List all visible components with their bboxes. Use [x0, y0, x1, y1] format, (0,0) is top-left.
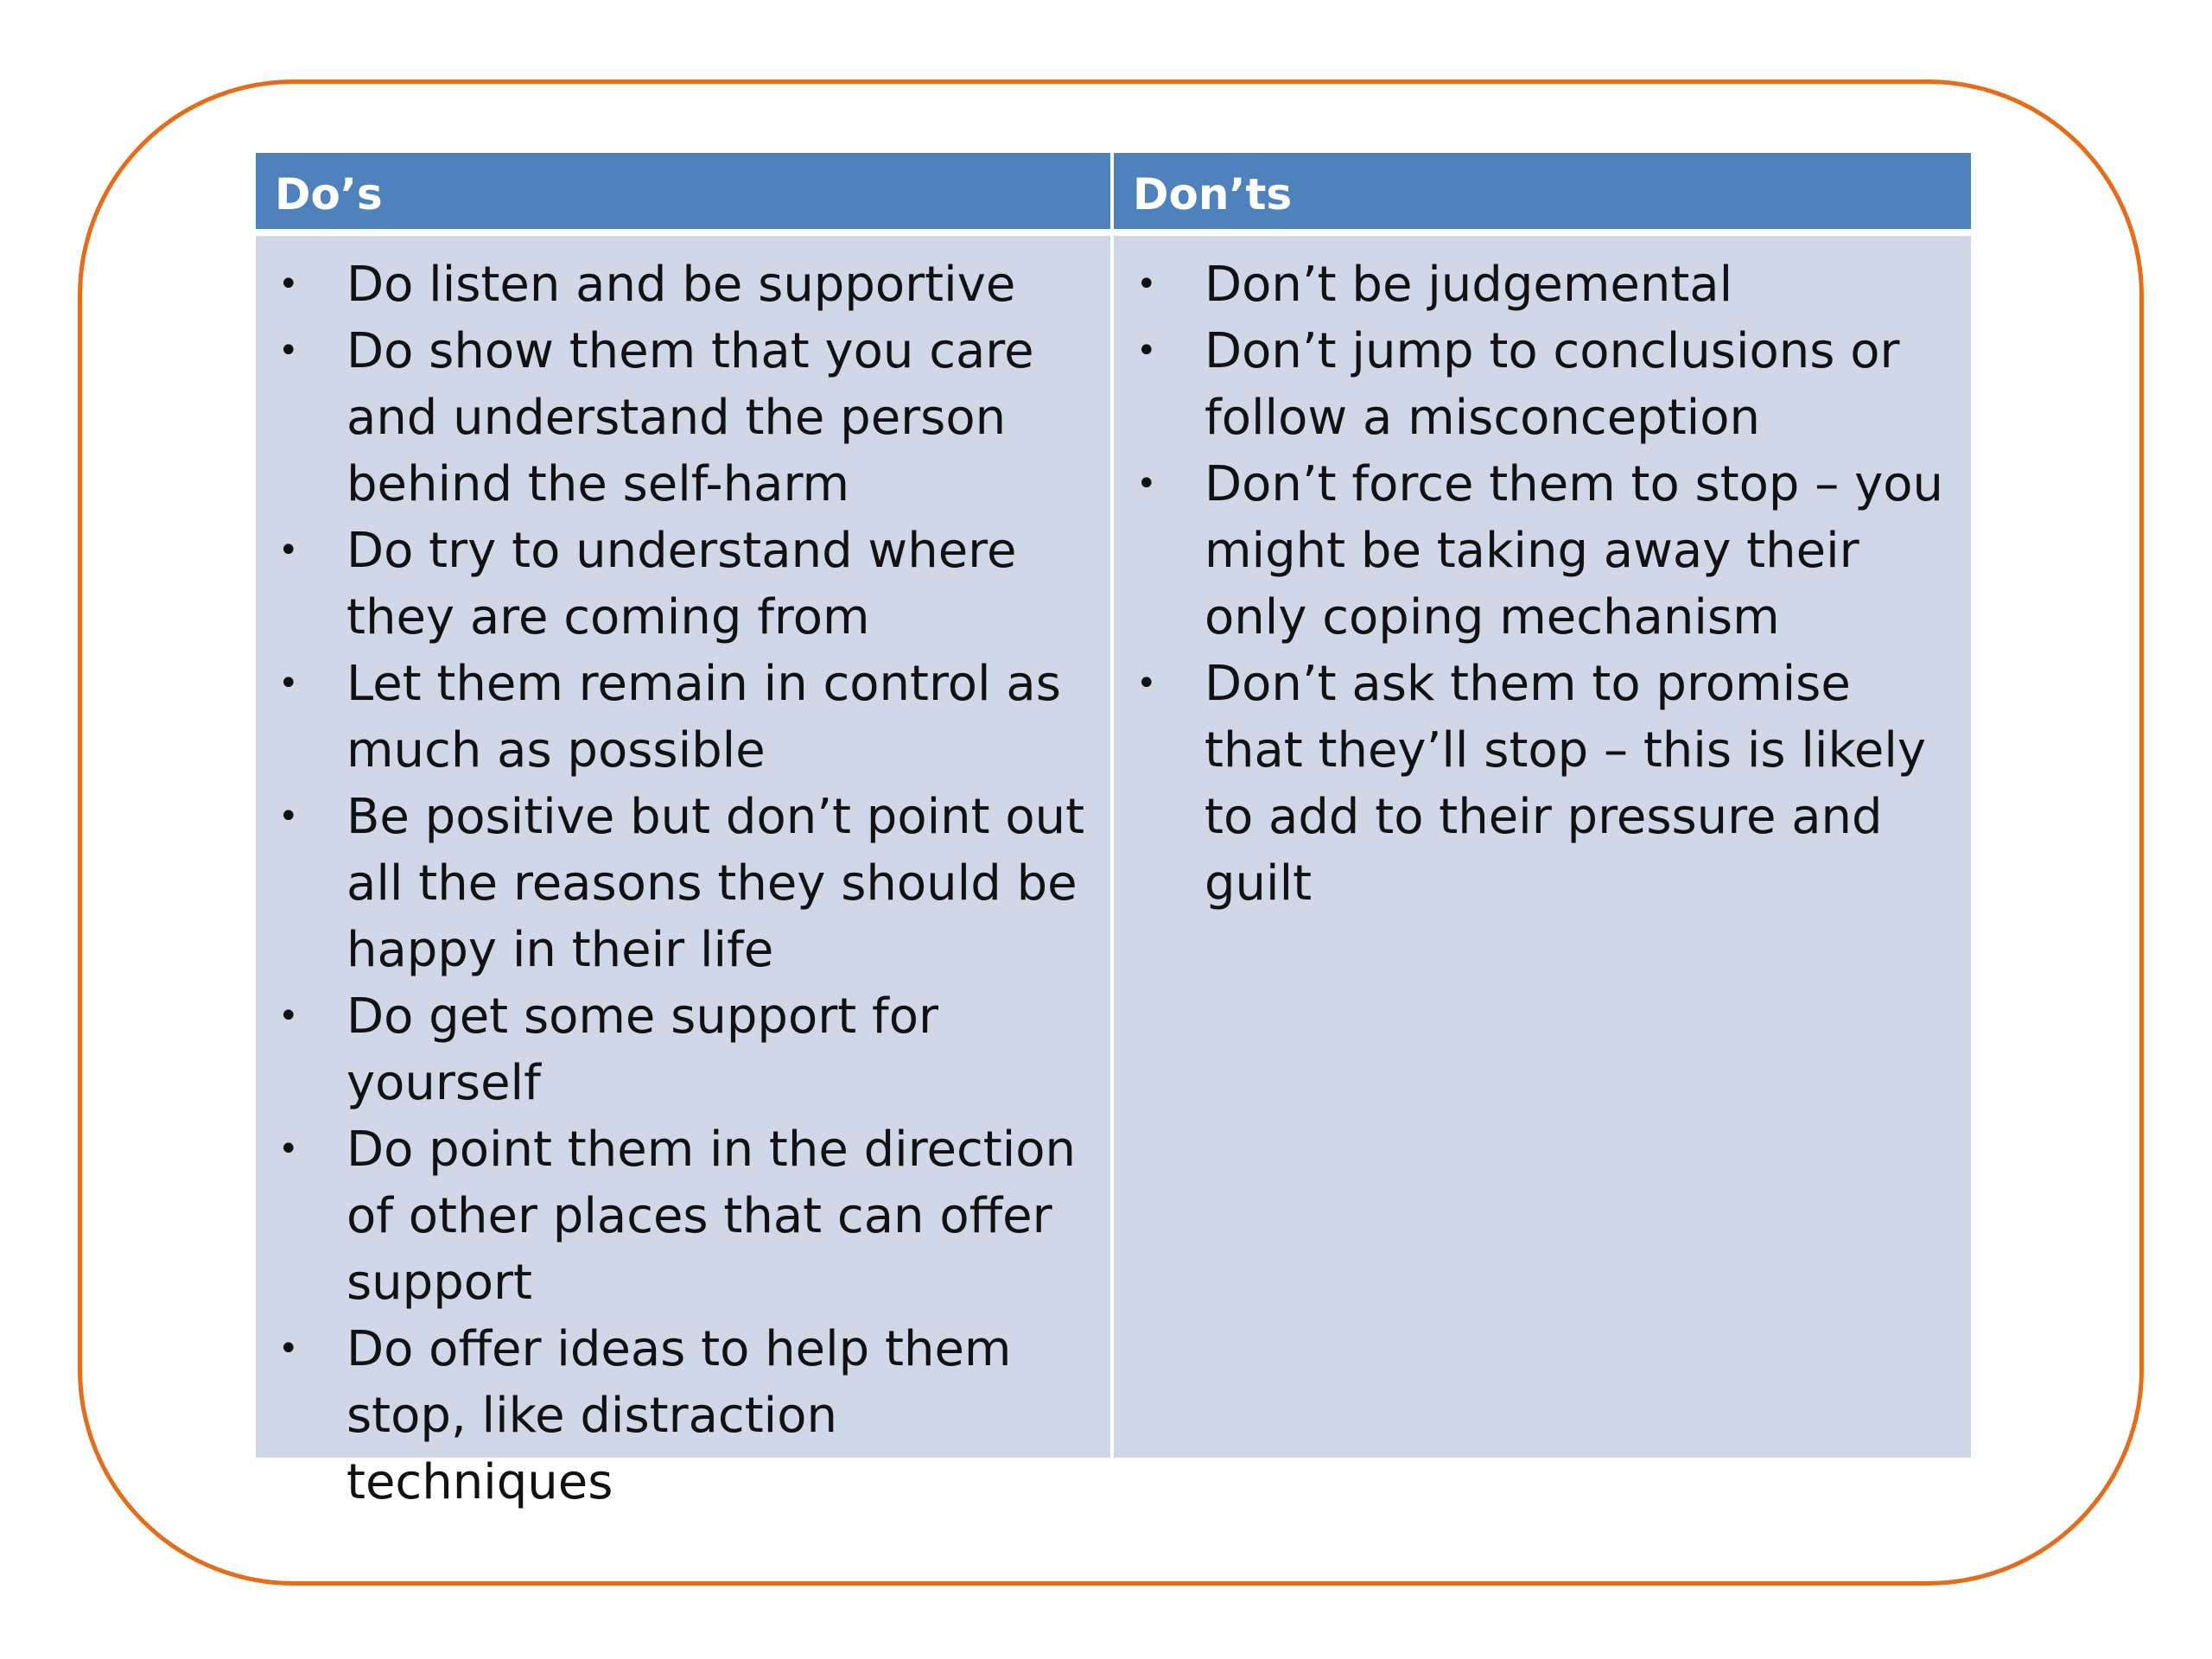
bullet-icon: •: [278, 664, 299, 703]
list-item: [256, 651, 1110, 784]
bullet-icon: •: [278, 1129, 299, 1169]
list-item: [1114, 451, 1971, 651]
donts-list: [1114, 251, 1971, 917]
dos-item-text: Let them remain in control as much as possible: [346, 656, 1061, 779]
dos-item-text: Do point them in the direction of other places that can offer support: [346, 1122, 1077, 1311]
list-item: [1114, 251, 1971, 318]
dos-header: Do’s: [256, 153, 1114, 236]
list-item: [256, 983, 1110, 1116]
dos-item-text: Do show them that you care and understand the person behind the self-harm: [346, 323, 1034, 512]
list-item: [256, 1316, 1110, 1516]
bullet-icon: •: [278, 1329, 299, 1369]
bullet-icon: •: [278, 996, 299, 1036]
dos-item-text: Do listen and be supportive: [346, 257, 1016, 313]
bullet-icon: •: [278, 264, 299, 304]
donts-item-text: Don’t ask them to promise that they’ll stop – this is likely to add to their pressure and guilt: [1205, 656, 1927, 912]
list-item: [1114, 318, 1971, 451]
dos-column: [256, 236, 1114, 1510]
bullet-icon: •: [1136, 464, 1157, 504]
donts-column: [1114, 236, 1971, 1458]
bullet-icon: •: [278, 331, 299, 371]
list-item: [256, 784, 1110, 983]
list-item: [256, 251, 1110, 318]
dos-list: [256, 251, 1110, 1516]
dos-item-text: Be positive but don’t point out all the reasons they should be happy in their life: [346, 789, 1085, 978]
list-item: [256, 1116, 1110, 1316]
donts-item-text: Don’t force them to stop – you might be taking away their only coping mechanism: [1205, 456, 1943, 645]
bullet-icon: •: [278, 531, 299, 570]
donts-header: Don’ts: [1114, 153, 1971, 236]
list-item: [256, 318, 1110, 518]
dos-donts-table: [256, 153, 1971, 1510]
dos-item-text: Do try to understand where they are coming from: [346, 523, 1017, 645]
dos-item-text: Do get some support for yourself: [346, 988, 938, 1111]
donts-item-text: Don’t be judgemental: [1205, 257, 1733, 313]
bullet-icon: •: [1136, 264, 1157, 304]
donts-item-text: Don’t jump to conclusions or follow a misconception: [1205, 323, 1900, 446]
dos-item-text: Do offer ideas to help them stop, like distraction techniques: [346, 1321, 1012, 1510]
list-item: [256, 518, 1110, 651]
bullet-icon: •: [278, 797, 299, 836]
list-item: [1114, 651, 1971, 917]
bullet-icon: •: [1136, 331, 1157, 371]
bullet-icon: •: [1136, 664, 1157, 703]
